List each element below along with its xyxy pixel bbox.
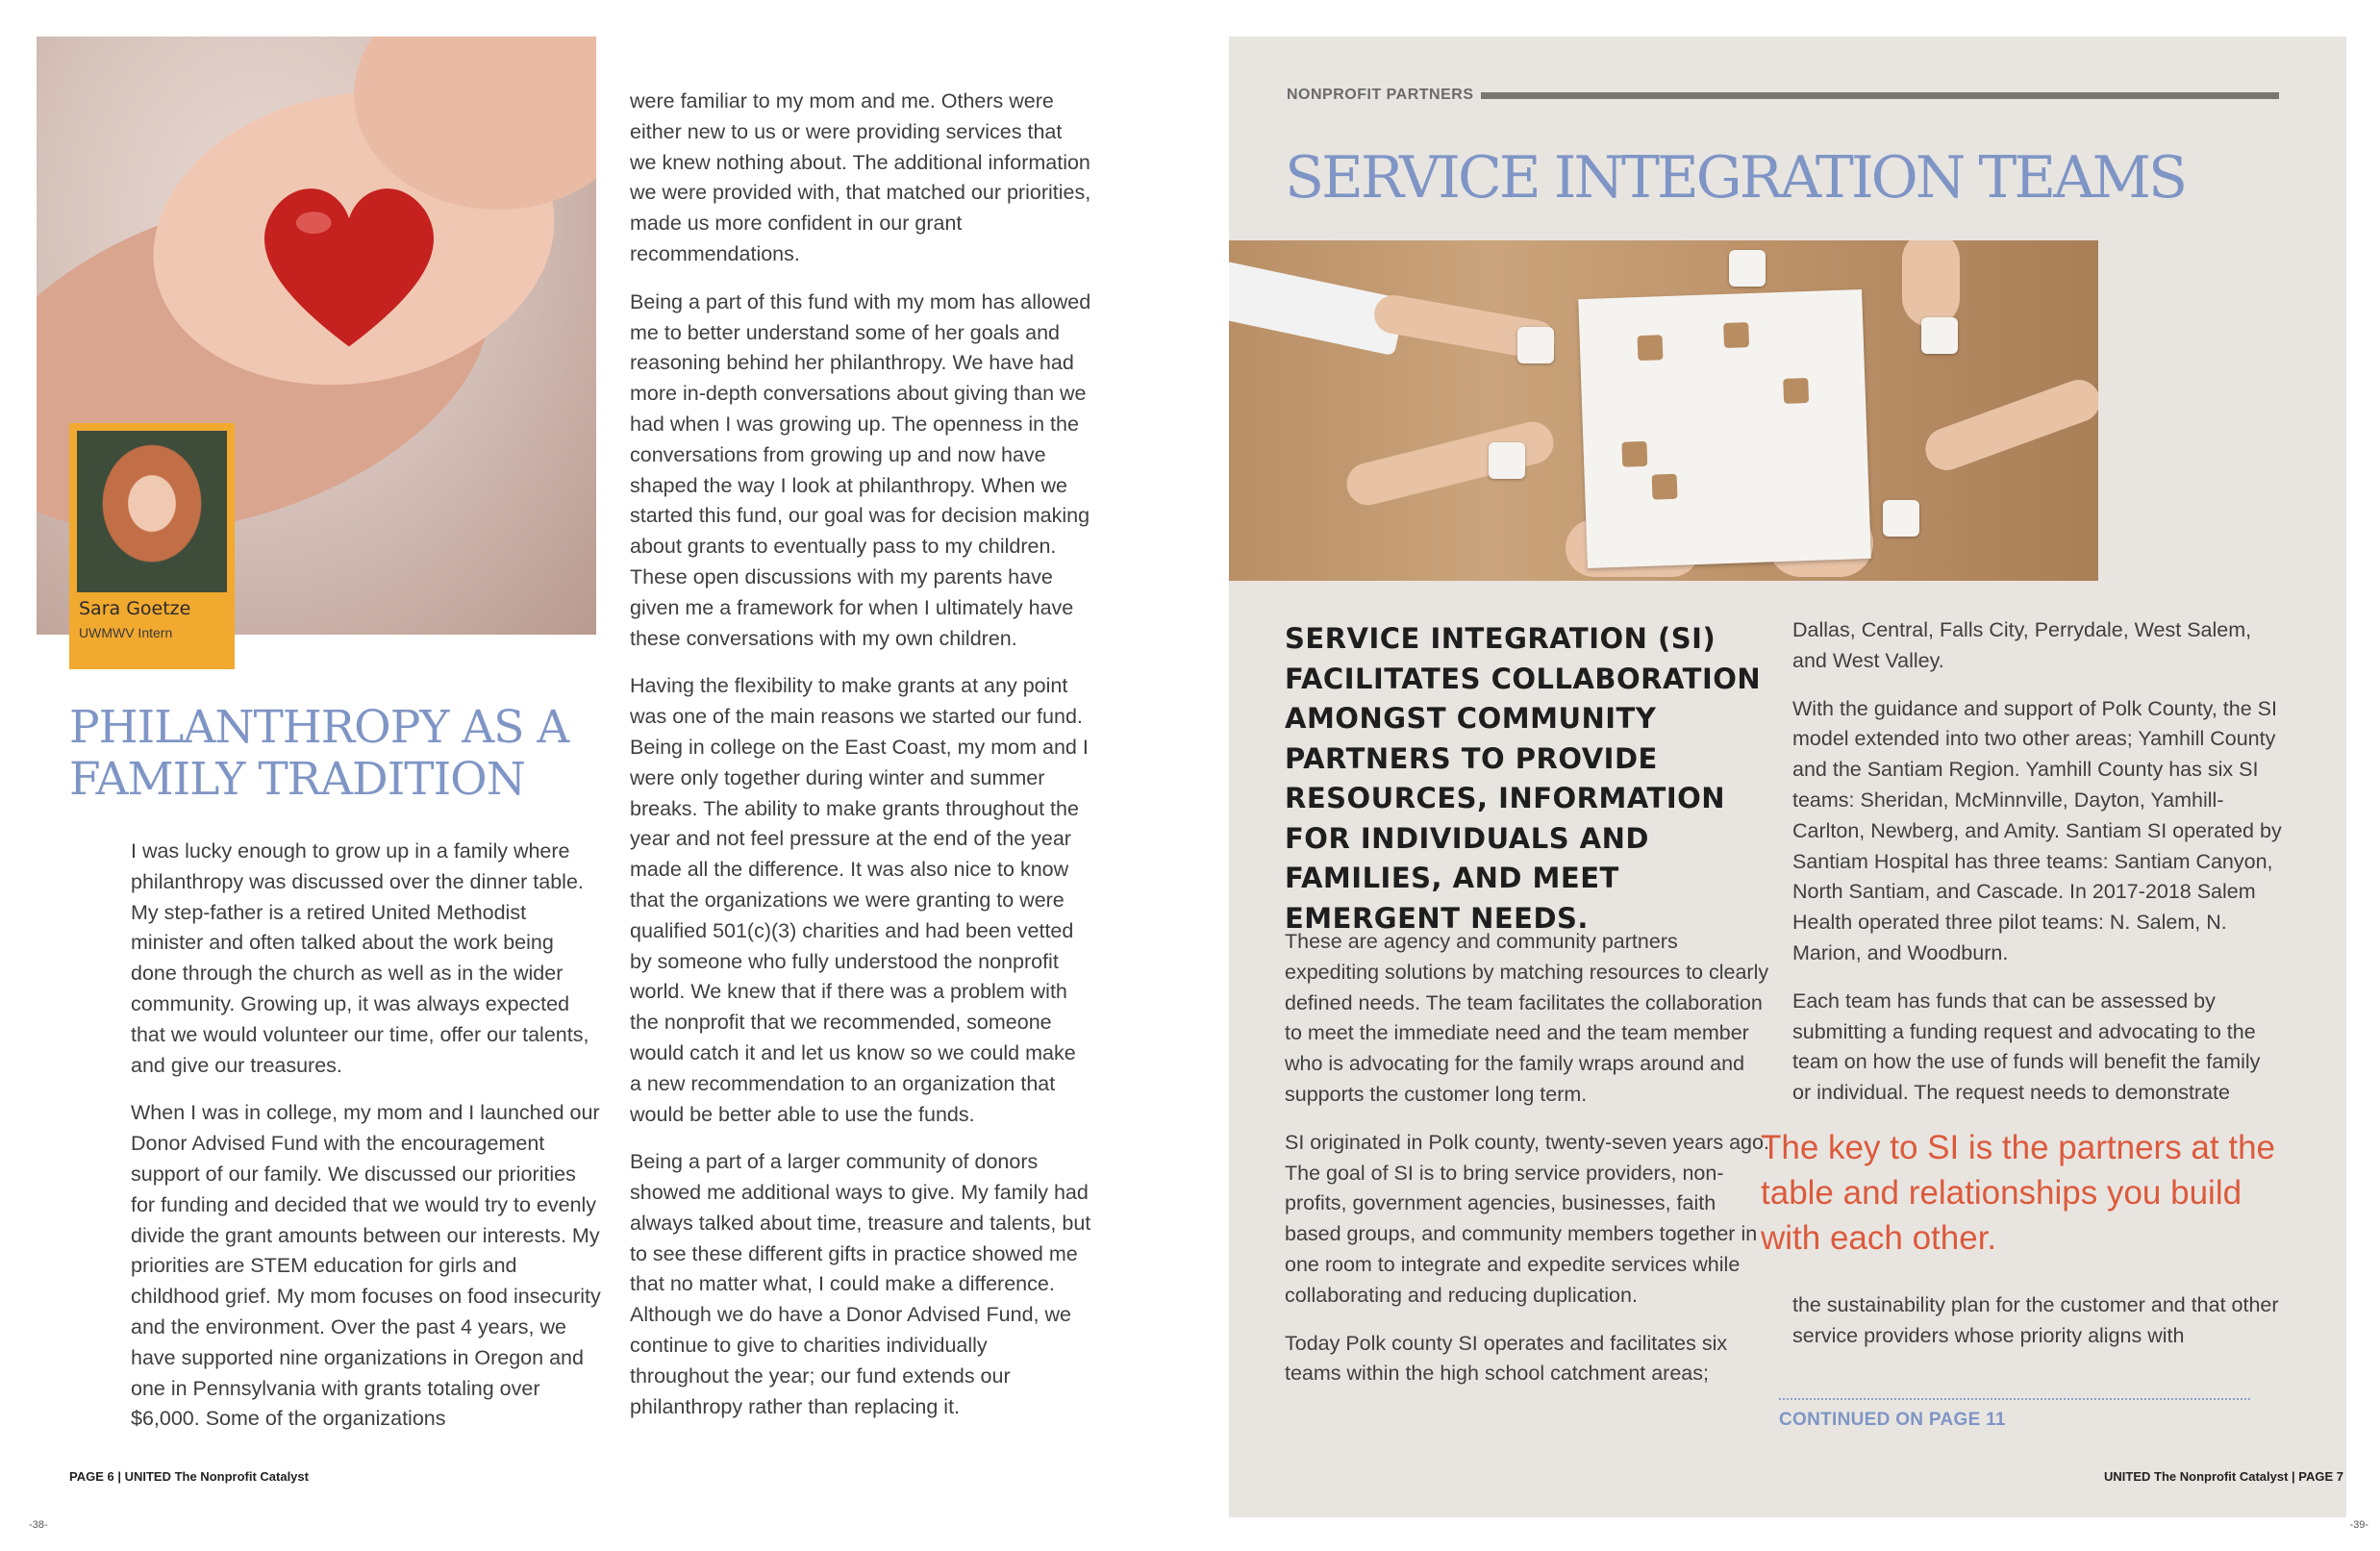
- article-title: SERVICE INTEGRATION TEAMS: [1285, 144, 2186, 212]
- article-title: [69, 702, 569, 806]
- section-rule: [1481, 92, 2279, 99]
- puzzle-photo: [1229, 240, 2098, 581]
- paragraph: Being a part of this fund with my mom has allowed me to better understand some of her goals and reasoning behind her philanthropy. We have had more in-depth conversations about giving than we had when I was growing up. The openness in the conversations from growing up and now have shaped the way I look at philanthropy. When we started this fund, our goal was for decision making about grants to eventually pass to my children. These open discussions with my parents have given me a framework for when I ultimately have these conversations with my own children.: [630, 289, 1091, 650]
- paragraph: With the guidance and support of Polk County, the SI model extended into two other areas; Yamhill County and the Santiam Region. Yamhill County has six SI teams: Sheridan, McMinnville, Dayton, Yamhill-Carlton, Newberg, and Amity. Santiam SI operated by Santiam Hospital has three teams: Santiam Canyon, North Santiam, and Cascade. In 2017-2018 Salem Health operated three pilot teams: N. Salem, N. Marion, and Woodburn.: [1792, 696, 2282, 964]
- continued-link[interactable]: CONTINUED ON PAGE 11: [1779, 1410, 2006, 1430]
- right-column-2-continued: [1792, 1290, 2283, 1369]
- paragraph: Dallas, Central, Falls City, Perrydale, West Salem, and West Valley.: [1792, 618, 2252, 672]
- paragraph: Today Polk county SI operates and facilitates six teams within the high school catchment areas;: [1285, 1331, 1728, 1386]
- pull-quote: The key to SI is the partners at the table and relationships you build with each other.: [1761, 1129, 2275, 1257]
- title-line-2: FAMILY TRADITION: [69, 753, 525, 806]
- paragraph: I was lucky enough to grow up in a family where philanthropy was discussed over the dinner table. My step-father is a retired United Methodist minister and often talked about the work being done through the church as well as in the wider community. Growing up, it was always expected that we would volunteer our time, offer our talents, and give our treasures.: [131, 839, 589, 1077]
- page-number-left: -38-: [29, 1519, 48, 1531]
- footer-left: PAGE 6 | UNITED The Nonprofit Catalyst: [69, 1469, 309, 1484]
- left-column-1: [131, 837, 602, 1452]
- author-role: UWMWV Intern: [79, 625, 173, 640]
- right-page-panel: [1229, 37, 2346, 1517]
- page-number-right: -39-: [2349, 1519, 2368, 1531]
- author-name: Sara Goetze: [79, 598, 191, 619]
- footer-right: UNITED The Nonprofit Catalyst | PAGE 7: [2104, 1469, 2343, 1484]
- author-photo: [77, 431, 227, 592]
- heart-icon: [238, 152, 460, 373]
- paragraph: Being a part of a larger community of donors showed me additional ways to give. My family had always talked about time, treasure and talents, but to see these different gifts in practice showed me that no matter what, I could make a difference. Although we do have a Donor Advised Fund, we continue to give to charities individually throughout the year; our fund extends our philanthropy rather than replacing it.: [630, 1150, 1091, 1418]
- paragraph: Each team has funds that can be assessed by submitting a funding request and advocating to the team on how the use of funds will benefit the family or individual. The request needs to demonstrate: [1792, 988, 2261, 1105]
- intro-heading: SERVICE INTEGRATION (SI) FACILITATES COLLABORATION AMONGST COMMUNITY PARTNERS TO PROVIDE RESOURCES, INFORMATION FOR INDIVIDUALS AND FAMILIES, AND MEET EMERGENT NEEDS.: [1285, 622, 1762, 935]
- right-column-2: [1792, 615, 2283, 1126]
- paragraph: Having the flexibility to make grants at any point was one of the main reasons we started our fund. Being in college on the East Coast, my mom and I were only together during winter and summer breaks. The ability to make grants throughout the year and not feel pressure at the end of the year made all the difference. It was also nice to know that the organizations we were granting to were qualified 501(c)(3) charities and had been vetted by someone who fully understood the nonprofit world. We knew that if there was a problem with the nonprofit that we recommended, someone would catch it and let us know so we could make a new recommendation to an organization that would be better able to use the funds.: [630, 674, 1089, 1126]
- author-card: [69, 423, 235, 669]
- paragraph: were familiar to my mom and me. Others were either new to us or were providing services that we knew nothing about. The additional information we were provided with, that matched our priorities, made us more confident in our grant recommendations.: [630, 89, 1091, 265]
- title-line-1: PHILANTHROPY AS A: [69, 701, 569, 754]
- paragraph: SI originated in Polk county, twenty-seven years ago. The goal of SI is to bring service providers, non-profits, government agencies, businesses, faith based groups, and community members together in one room to integrate and expedite services while collaborating and reducing duplication.: [1285, 1130, 1769, 1307]
- right-column-1: [1285, 927, 1777, 1407]
- paragraph: When I was in college, my mom and I launched our Donor Advised Fund with the encouragement support of our family. We discussed our priorities for funding and decided that we would try to evenly divide the grant amounts between our interests. My priorities are STEM education for girls and childhood grief. My mom focuses on food insecurity and the environment. Over the past 4 years, we have supported nine organizations in Oregon and one in Pennsylvania with grants totaling over $6,000. Some of the organizations: [131, 1101, 601, 1431]
- paragraph: These are agency and community partners expediting solutions by matching resources to clearly defined needs. The team facilitates the collaboration to meet the immediate need and the team member who is advocating for the family wraps around and supports the customer long term.: [1285, 930, 1769, 1106]
- dotted-divider: [1779, 1398, 2250, 1400]
- left-column-2: [630, 87, 1091, 1439]
- puzzle-board: [1578, 289, 1871, 568]
- section-label: NONPROFIT PARTNERS: [1287, 87, 1474, 103]
- paragraph: the sustainability plan for the customer and that other service providers whose priority aligns with: [1792, 1293, 2279, 1347]
